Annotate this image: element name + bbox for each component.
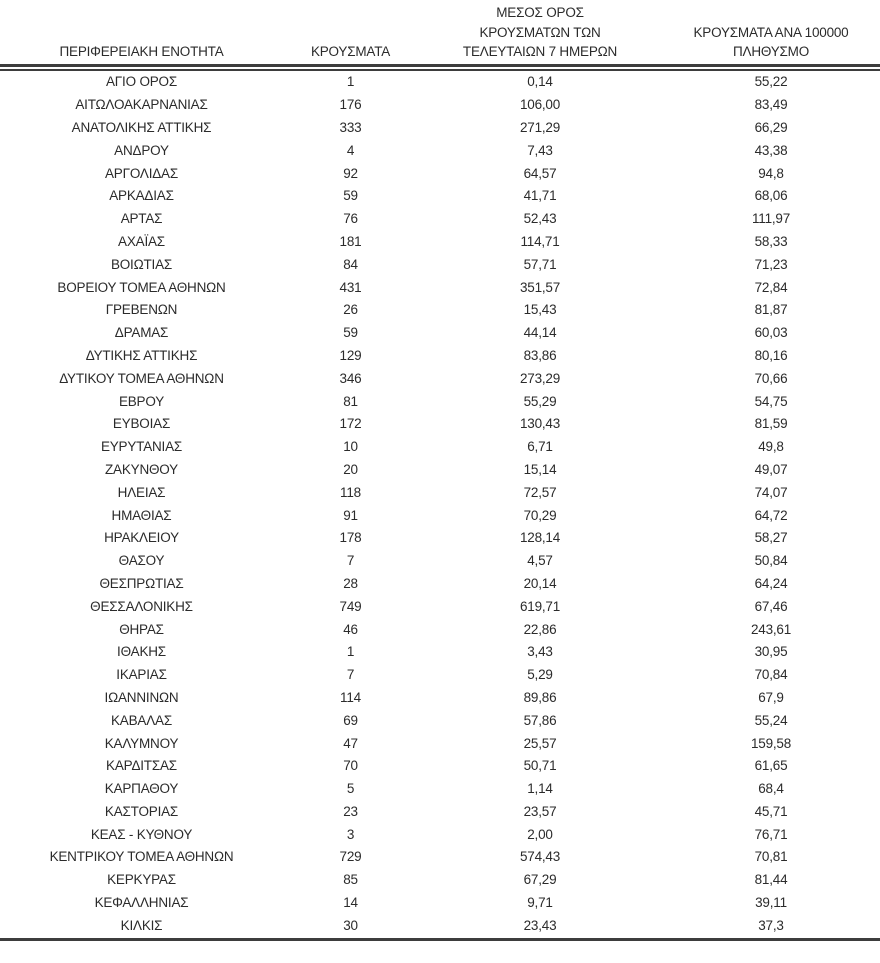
table-row xyxy=(0,891,880,914)
cell-per100k: 67,9 xyxy=(758,689,784,705)
cell-cases: 1 xyxy=(346,74,355,90)
column-header-cases-label: ΚΡΟΥΣΜΑΤΑ xyxy=(310,44,391,59)
cell-per100k: 55,24 xyxy=(754,712,788,728)
cell-avg7: 44,14 xyxy=(523,325,557,341)
cell-cases: 4 xyxy=(346,142,355,158)
table-row xyxy=(0,618,880,641)
cell-avg7: 83,86 xyxy=(523,347,557,363)
cell-avg7: 271,29 xyxy=(519,119,561,135)
cell-region: ΚΙΛΚΙΣ xyxy=(120,917,163,933)
cell-cases: 91 xyxy=(343,507,358,523)
cell-region: ΑΡΤΑΣ xyxy=(120,211,163,227)
table-row xyxy=(0,663,880,686)
cell-cases: 118 xyxy=(340,484,361,500)
cell-cases: 333 xyxy=(339,119,362,135)
table-row xyxy=(0,914,880,937)
cell-region: ΚΑΣΤΟΡΙΑΣ xyxy=(104,803,179,819)
cell-avg7: 114,71 xyxy=(520,233,560,249)
column-header-avg7 xyxy=(418,0,662,62)
cell-avg7: 6,71 xyxy=(527,439,553,455)
cell-cases: 59 xyxy=(343,188,358,204)
cell-per100k: 30,95 xyxy=(754,644,788,660)
column-header-region xyxy=(0,0,283,62)
table-row xyxy=(0,390,880,413)
cell-region: ΔΡΑΜΑΣ xyxy=(114,325,169,341)
cell-cases: 81 xyxy=(343,393,358,409)
column-header-per100k-line2: ΠΛΗΘΥΣΜΟ xyxy=(732,44,810,59)
cell-per100k: 50,84 xyxy=(754,553,788,569)
table-row xyxy=(0,800,880,823)
cell-avg7: 574,43 xyxy=(519,849,561,865)
bottom-rule xyxy=(0,938,880,941)
cell-per100k: 58,33 xyxy=(754,233,788,249)
table-body xyxy=(0,71,880,937)
table-header xyxy=(0,0,880,71)
cell-region: ΘΕΣΠΡΩΤΙΑΣ xyxy=(99,575,184,591)
cell-region: ΚΑΡΠΑΘΟΥ xyxy=(104,781,179,797)
cell-per100k: 43,38 xyxy=(754,142,788,158)
cell-avg7: 57,86 xyxy=(523,712,557,728)
cell-per100k: 55,22 xyxy=(754,74,788,90)
cell-region: ΙΩΑΝΝΙΝΩΝ xyxy=(104,689,179,705)
header-row xyxy=(0,0,880,62)
cell-avg7: 128,14 xyxy=(519,530,561,546)
cell-cases: 114 xyxy=(340,689,361,705)
cell-per100k: 45,71 xyxy=(754,803,788,819)
cell-cases: 178 xyxy=(339,530,362,546)
cell-per100k: 58,27 xyxy=(754,530,788,546)
cell-avg7: 4,57 xyxy=(527,553,553,569)
cell-avg7: 1,14 xyxy=(527,781,553,797)
cell-avg7: 25,57 xyxy=(523,735,557,751)
cell-per100k: 74,07 xyxy=(754,484,788,500)
cell-per100k: 81,44 xyxy=(754,872,788,888)
cell-region: ΒΟΡΕΙΟΥ ΤΟΜΕΑ ΑΘΗΝΩΝ xyxy=(57,279,226,295)
table-row xyxy=(0,709,880,732)
cell-avg7: 50,71 xyxy=(523,758,557,774)
column-header-avg7-line2: ΚΡΟΥΣΜΑΤΩΝ ΤΩΝ xyxy=(479,24,601,40)
cell-region: ΘΑΣΟΥ xyxy=(118,553,165,569)
cell-cases: 181 xyxy=(339,233,362,249)
cell-region: ΚΕΦΑΛΛΗΝΙΑΣ xyxy=(94,895,189,911)
cell-region: ΓΡΕΒΕΝΩΝ xyxy=(105,302,178,318)
table-row xyxy=(0,846,880,869)
table-row xyxy=(0,412,880,435)
cell-cases: 76 xyxy=(343,211,358,227)
cell-avg7: 55,29 xyxy=(523,393,557,409)
table-row xyxy=(0,253,880,276)
cell-region: ΗΡΑΚΛΕΙΟΥ xyxy=(104,530,179,546)
cell-region: ΘΕΣΣΑΛΟΝΙΚΗΣ xyxy=(90,598,193,614)
cell-avg7: 41,71 xyxy=(523,188,557,204)
cell-per100k: 64,72 xyxy=(754,507,788,523)
cell-region: ΑΡΚΑΔΙΑΣ xyxy=(109,188,174,204)
cell-cases: 129 xyxy=(339,347,362,363)
table-row xyxy=(0,686,880,709)
table-row xyxy=(0,823,880,846)
cell-avg7: 64,57 xyxy=(523,165,557,181)
table-row xyxy=(0,481,880,504)
cell-region: ΚΕΡΚΥΡΑΣ xyxy=(107,872,176,888)
cell-per100k: 72,84 xyxy=(754,279,788,295)
cell-per100k: 81,87 xyxy=(754,302,788,318)
cell-cases: 84 xyxy=(343,256,358,272)
cell-avg7: 15,14 xyxy=(523,461,557,477)
header-rule-row xyxy=(0,62,880,71)
cell-region: ΔΥΤΙΚΗΣ ΑΤΤΙΚΗΣ xyxy=(85,347,198,363)
table-row xyxy=(0,504,880,527)
table-row xyxy=(0,367,880,390)
cell-per100k: 159,58 xyxy=(750,735,792,751)
cell-cases: 92 xyxy=(343,165,358,181)
cell-avg7: 273,29 xyxy=(519,370,561,386)
table-row xyxy=(0,298,880,321)
table-row xyxy=(0,162,880,185)
cell-per100k: 67,46 xyxy=(754,598,788,614)
cell-per100k: 49,8 xyxy=(758,439,784,455)
cell-region: ΗΛΕΙΑΣ xyxy=(117,484,166,500)
cell-per100k: 80,16 xyxy=(754,347,788,363)
cell-per100k: 70,84 xyxy=(754,667,788,683)
cell-per100k: 60,03 xyxy=(754,325,788,341)
bottom-rule-row xyxy=(0,937,880,941)
cell-region: ΚΑΒΑΛΑΣ xyxy=(111,712,172,728)
cell-avg7: 15,43 xyxy=(523,302,557,318)
cell-cases: 5 xyxy=(346,781,355,797)
cell-region: ΑΡΓΟΛΙΔΑΣ xyxy=(104,165,179,181)
cell-region: ΔΥΤΙΚΟΥ ΤΟΜΕΑ ΑΘΗΝΩΝ xyxy=(59,370,224,386)
cell-region: ΑΓΙΟ ΟΡΟΣ xyxy=(106,74,177,90)
table-row xyxy=(0,71,880,94)
cell-cases: 7 xyxy=(346,553,355,569)
column-header-per100k xyxy=(662,0,880,62)
cell-cases: 3 xyxy=(346,826,355,842)
cell-per100k: 76,71 xyxy=(754,826,788,842)
cell-avg7: 7,43 xyxy=(527,142,553,158)
cell-region: ΑΧΑΪΑΣ xyxy=(118,233,165,249)
cell-region: ΒΟΙΩΤΙΑΣ xyxy=(110,256,173,272)
cell-region: ΕΥΡΥΤΑΝΙΑΣ xyxy=(100,439,183,455)
table-row xyxy=(0,435,880,458)
cell-region: ΙΚΑΡΙΑΣ xyxy=(116,667,167,683)
header-double-rule xyxy=(0,64,880,71)
cell-cases: 69 xyxy=(343,712,358,728)
table-row xyxy=(0,276,880,299)
cell-region: ΙΘΑΚΗΣ xyxy=(117,644,166,660)
table-row xyxy=(0,595,880,618)
table-row xyxy=(0,93,880,116)
table-row xyxy=(0,732,880,755)
cell-avg7: 20,14 xyxy=(523,575,557,591)
table-row xyxy=(0,868,880,891)
cell-per100k: 54,75 xyxy=(754,393,788,409)
cell-cases: 7 xyxy=(346,667,355,683)
column-header-cases xyxy=(283,0,418,62)
table-row xyxy=(0,230,880,253)
cell-cases: 47 xyxy=(343,735,358,751)
cell-avg7: 2,00 xyxy=(527,826,553,842)
column-header-avg7-line3: ΤΕΛΕΥΤΑΙΩΝ 7 ΗΜΕΡΩΝ xyxy=(462,44,618,59)
cell-cases: 85 xyxy=(343,872,358,888)
table-row xyxy=(0,549,880,572)
cell-region: ΑΙΤΩΛΟΑΚΑΡΝΑΝΙΑΣ xyxy=(75,97,208,113)
cell-region: ΖΑΚΥΝΘΟΥ xyxy=(105,461,178,477)
cell-per100k: 68,06 xyxy=(754,188,788,204)
cell-per100k: 61,65 xyxy=(754,758,788,774)
cell-avg7: 57,71 xyxy=(523,256,557,272)
cell-per100k: 66,29 xyxy=(754,119,788,135)
cell-avg7: 67,29 xyxy=(523,872,557,888)
cell-avg7: 5,29 xyxy=(527,667,553,683)
cell-per100k: 71,23 xyxy=(754,256,788,272)
cell-avg7: 52,43 xyxy=(523,211,557,227)
cell-region: ΚΕΑΣ - ΚΥΘΝΟΥ xyxy=(90,826,193,842)
cell-cases: 431 xyxy=(339,279,362,295)
cell-region: ΚΕΝΤΡΙΚΟΥ ΤΟΜΕΑ ΑΘΗΝΩΝ xyxy=(49,849,234,865)
cell-avg7: 619,71 xyxy=(519,598,561,614)
cell-avg7: 130,43 xyxy=(519,416,561,432)
cell-per100k: 70,66 xyxy=(754,370,788,386)
cell-cases: 26 xyxy=(343,302,358,318)
cell-region: ΕΥΒΟΙΑΣ xyxy=(112,416,171,432)
cell-avg7: 89,86 xyxy=(523,689,557,705)
cell-avg7: 72,57 xyxy=(523,484,557,500)
cell-cases: 46 xyxy=(343,621,358,637)
cell-per100k: 37,3 xyxy=(758,917,784,933)
cell-avg7: 22,86 xyxy=(523,621,557,637)
table-row xyxy=(0,458,880,481)
table-row xyxy=(0,777,880,800)
cell-per100k: 83,49 xyxy=(754,97,788,113)
cell-per100k: 243,61 xyxy=(750,621,792,637)
cell-cases: 30 xyxy=(343,917,358,933)
cell-cases: 28 xyxy=(343,575,358,591)
cell-cases: 14 xyxy=(343,895,358,911)
table-row xyxy=(0,572,880,595)
table-footer xyxy=(0,937,880,941)
cell-cases: 172 xyxy=(339,416,362,432)
cell-cases: 729 xyxy=(339,849,362,865)
cell-avg7: 23,43 xyxy=(523,917,557,933)
cell-per100k: 64,24 xyxy=(754,575,788,591)
table-row xyxy=(0,321,880,344)
cell-avg7: 351,57 xyxy=(519,279,561,295)
table-row xyxy=(0,207,880,230)
cell-region: ΕΒΡΟΥ xyxy=(118,393,165,409)
cell-cases: 1 xyxy=(346,644,355,660)
cell-per100k: 39,11 xyxy=(755,895,787,911)
cell-cases: 59 xyxy=(343,325,358,341)
cell-per100k: 49,07 xyxy=(754,461,788,477)
table-row xyxy=(0,139,880,162)
cell-region: ΚΑΡΔΙΤΣΑΣ xyxy=(106,758,177,774)
cell-avg7: 3,43 xyxy=(527,644,553,660)
cell-avg7: 23,57 xyxy=(523,803,557,819)
cell-cases: 749 xyxy=(339,598,362,614)
table-row xyxy=(0,184,880,207)
cell-per100k: 68,4 xyxy=(758,781,784,797)
cell-cases: 10 xyxy=(343,439,358,455)
cell-region: ΑΝΑΤΟΛΙΚΗΣ ΑΤΤΙΚΗΣ xyxy=(71,119,212,135)
cell-cases: 70 xyxy=(343,758,358,774)
cell-avg7: 106,00 xyxy=(519,97,561,113)
cell-per100k: 94,8 xyxy=(758,165,784,181)
cell-per100k: 70,81 xyxy=(754,849,788,865)
cell-cases: 346 xyxy=(339,370,362,386)
table-row xyxy=(0,754,880,777)
column-header-region-label: ΠΕΡΙΦΕΡΕΙΑΚΗ ΕΝΟΤΗΤΑ xyxy=(59,44,224,59)
cell-region: ΗΜΑΘΙΑΣ xyxy=(111,507,172,523)
cell-avg7: 70,29 xyxy=(523,507,557,523)
cell-avg7: 0,14 xyxy=(527,74,553,90)
cell-region: ΘΗΡΑΣ xyxy=(119,621,164,637)
cell-cases: 23 xyxy=(343,803,358,819)
table-row xyxy=(0,640,880,663)
table-row xyxy=(0,526,880,549)
cell-cases: 176 xyxy=(339,97,362,113)
cell-region: ΚΑΛΥΜΝΟΥ xyxy=(104,735,179,751)
table-row xyxy=(0,344,880,367)
cell-region: ΑΝΔΡΟΥ xyxy=(114,142,169,158)
cell-per100k: 81,59 xyxy=(754,416,788,432)
cell-per100k: 111,97 xyxy=(751,211,791,227)
column-header-per100k-line1: ΚΡΟΥΣΜΑΤΑ ΑΝΑ 100000 xyxy=(693,24,849,40)
column-header-avg7-line1: ΜΕΣΟΣ ΟΡΟΣ xyxy=(496,5,584,20)
cell-cases: 20 xyxy=(343,461,358,477)
table-row xyxy=(0,116,880,139)
cell-avg7: 9,71 xyxy=(527,895,553,911)
